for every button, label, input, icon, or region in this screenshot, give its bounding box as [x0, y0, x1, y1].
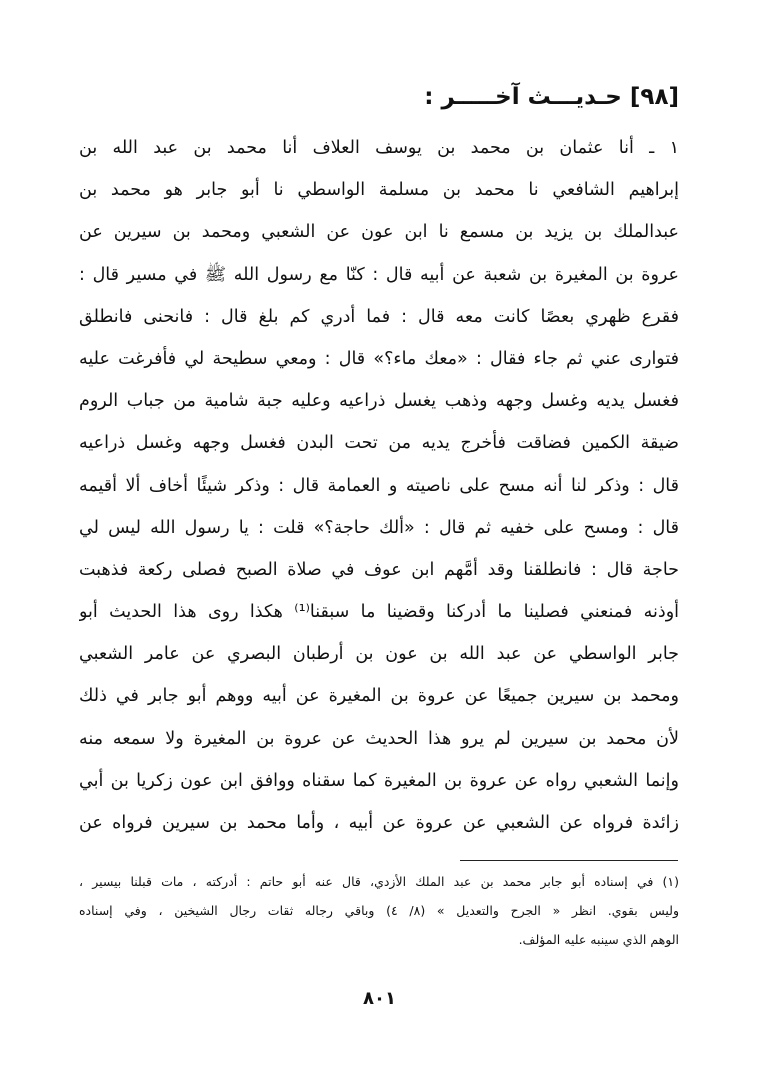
footnotes	[79, 867, 679, 954]
text-line: قال : ومسح على خفيه ثم قال : «ألك حاجة؟» قلت : يا رسول الله ليس لي	[79, 517, 679, 538]
text-line: حاجة قال : فانطلقنا وقد أمَّهم ابن عوف في صلاة الصبح فصلى ركعة فذهبت	[79, 559, 679, 580]
footnote-line: وليس بقوي. انظر « الجرح والتعديل » (٨/ ٤) وباقي رجاله ثقات رجال الشيخين ، وفي إسناده	[79, 903, 679, 918]
footnote-line: (١) في إسناده أبو جابر محمد بن عبد الملك الأزدي، قال عنه أبو حاتم : أدركته ، مات قبلنا بيسير ،	[79, 874, 679, 889]
text-line: جابر الواسطي عن عبد الله بن عون بن أرطبان البصري عن عامر الشعبي	[79, 644, 679, 665]
main-text	[79, 127, 679, 844]
text-line: فتوارى عني ثم جاء فقال : «معك ماء؟» قال : ومعي سطيحة لي فأفرغت عليه	[79, 348, 679, 369]
text-line: أوذنه فمنعني فصلينا ما أدركنا وقضينا ما سبقنا⁽¹⁾ هكذا روى هذا الحديث أبو	[79, 602, 679, 623]
footnote-divider	[460, 860, 678, 861]
text-line: ١ ـ أنا عثمان بن محمد بن يوسف العلاف أنا محمد بن عبد الله بن	[79, 138, 679, 158]
text-line: ومحمد بن سيرين جميعًا عن عروة بن المغيرة عن أبيه ووهم أبو جابر في ذلك	[79, 686, 679, 707]
text-line: فقرع ظهري بعصًا كانت معه قال : فما أدري كم بلغ قال : فانحنى فانطلق	[79, 306, 679, 327]
text-line: عبدالملك بن يزيد بن مسمع نا ابن عون عن الشعبي ومحمد بن سيرين عن	[79, 222, 679, 243]
hadith-heading: [٩٨] حـديـــث آخـــــر :	[424, 84, 679, 110]
text-line: لأن محمد بن سيرين لم يرو هذا الحديث عن عروة بن المغيرة ولا سمعه منه	[79, 728, 679, 749]
text-line: قال : وذكر لنا أنه مسح على ناصيته و العمامة قال : وذكر شيئًا أخاف ألا أقيمه	[79, 475, 679, 496]
text-line: وإنما الشعبي رواه عن عروة بن المغيرة كما سقناه ووافق ابن عون زكريا بن أبي	[79, 770, 679, 791]
text-line: إبراهيم الشافعي نا محمد بن مسلمة الواسطي نا أبو جابر هو محمد بن	[79, 180, 679, 201]
footnote-line: الوهم الذي سينبه عليه المؤلف.	[518, 932, 679, 947]
text-line: ضيقة الكمين فضاقت فأخرج يديه من تحت البدن فغسل وجهه وغسل ذراعيه	[79, 433, 679, 454]
text-line: زائدة فرواه عن الشعبي عن عروة عن أبيه ، وأما محمد بن سيرين فرواه عن	[79, 813, 679, 833]
text-line: عروة بن المغيرة بن شعبة عن أبيه قال : كنّا مع رسول الله ﷺ في مسير قال :	[79, 264, 679, 285]
page-number: ٨٠١	[363, 988, 396, 1009]
text-line: فغسل يديه وغسل وجهه وذهب يغسل ذراعيه وعليه جبة شامية من جباب الروم	[79, 391, 679, 412]
